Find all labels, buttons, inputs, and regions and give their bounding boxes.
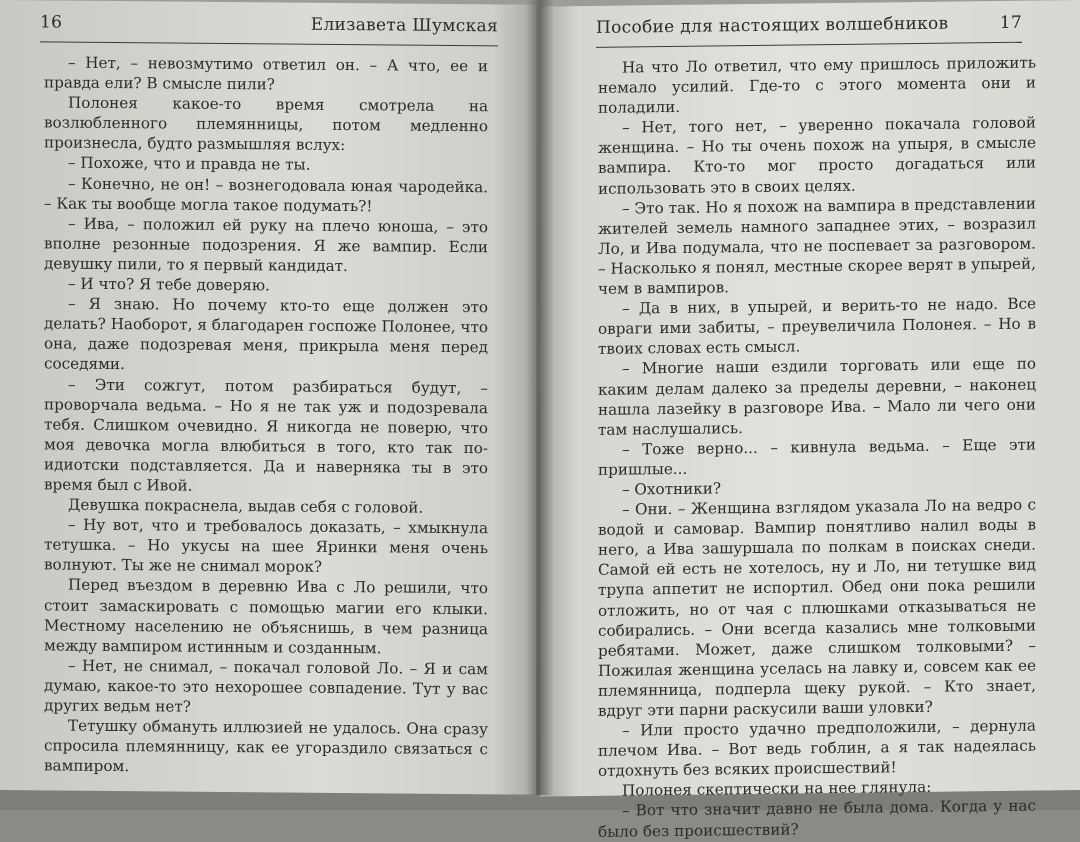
paragraph: – Они. – Женщина взглядом указала Ло на ведро с водой и самовар. Вампир понятливо налил воды в него, а Ива зашуршала по полкам в поисках снеди. Самой ей есть не хотелось, ну и Ло, ни тетушке вид трупа аппетит не испортил. Обед они пока решили отложить, но от чая с плюшками отказываться не собирались. – Они всегда казались мне толковыми ребятами. Может, даже слишком толковыми? – Пожилая женщина уселась на лавку и, совсем как ее племянница, подперла щеку рукой. – Кто знает, вдруг эти парни раскусили ваши уловки? (598, 495, 1036, 720)
right-page-header (596, 13, 1022, 44)
paragraph: – Похоже, что и правда не ты. (68, 154, 311, 175)
paragraph: – Нет, – невозмутимо ответил он. – А что, ее и правда ели? В смысле пили? (44, 53, 488, 94)
paragraph: Полонея какое-то время смотрела на возлюбленного племянницы, потом медленно произнесла, будто размышляя вслух: (44, 93, 488, 155)
left-running-head: Елизавета Шумская (310, 14, 498, 37)
right-page-number: 17 (999, 12, 1022, 33)
paragraph: На что Ло ответил, что ему пришлось приложить немало усилий. Где-то с этого момента они и поладили. (598, 53, 1036, 118)
right-running-head: Пособие для настоящих волшебников (596, 13, 949, 38)
paragraph: – Я знаю. Но почему кто-то еще должен это делать? Наоборот, я благодарен госпоже Полонее, что она, даже подозревая меня, прикрыла меня перед соседями. (44, 294, 488, 374)
left-page-body (44, 52, 488, 779)
paragraph: – Нет, того нет, – уверенно покачала головой женщина. – Но ты очень похож на упыря, в смысле вампира. Кто-то мог просто догадаться или использовать это в своих целях. (598, 113, 1036, 198)
right-page (540, 0, 1080, 841)
left-page (0, 0, 536, 795)
left-page-header (40, 12, 498, 42)
right-header-rule (596, 42, 1022, 48)
paragraph: – Вот что значит давно не была дома. Когда у нас было без происшествий? (598, 797, 1036, 841)
paragraph: – Ива, – положил ей руку на плечо юноша, – это вполне резонные подозрения. Я же вампир. Если девушку пили, то я первый кандидат. (44, 214, 488, 275)
right-page-body (598, 53, 1036, 842)
left-header-rule (40, 41, 498, 46)
paragraph: – Да в них, в упырей, и верить-то не надо. Все овраги ими забиты, – преувеличила Полонея. – Но в твоих словах есть смысл. (598, 294, 1036, 359)
paragraph: – Конечно, не он! – вознегодовала юная чародейка. – Как ты вообще могла такое подумать?! (44, 174, 488, 215)
paragraph: – Или просто удачно предположили, – дернула плечом Ива. – Вот ведь гоблин, а я так надеялась отдохнуть без всяких происшествий! (598, 716, 1036, 781)
paragraph: Полонея скептически на нее глянула: (622, 778, 932, 800)
paragraph: – Тоже верно... – кивнула ведьма. – Еще эти пришлые... (598, 435, 1036, 479)
paragraph: – Многие наши ездили торговать или еще по каким делам далеко за пределы деревни, – наконец нашла лазейку в разговоре Ива. – Мало ли чего они там наслушались. (598, 354, 1036, 439)
left-page-number: 16 (40, 12, 63, 33)
paragraph: – Эти сожгут, потом разбираться будут, – проворчала ведьма. – Но я не так уж и подозревала тебя. Слишком очевидно. Я никогда не поверю, что моя девочка могла влюбиться в того, кто так по-идиотски подставляется. Да и наверняка ты в это время был с Ивой. (44, 375, 488, 495)
paragraph: – Это так. Но я похож на вампира в представлении жителей земель намного западнее этих, – возразил Ло, и Ива подумала, что не поспевает за разговором. – Насколько я понял, местные скорее верят в упырей, чем в вампиров. (598, 194, 1036, 298)
paragraph: – Ну вот, что и требовалось доказать, – хмыкнула тетушка. – Но укусы на шее Яринки меня очень волнуют. Ты же не снимал морок? (44, 515, 488, 577)
paragraph: – Охотники? (622, 479, 721, 499)
paragraph: Перед въездом в деревню Ива с Ло решили, что стоит замаскировать с помощью магии его клыки. Местному населению не объяснишь, в чем разница между вампиром истинным и созданным. (44, 576, 488, 658)
paragraph: – Нет, не снимал, – покачал головой Ло. – Я и сам думаю, какое-то это нехорошее совпадение. Тут у вас других ведьм нет? (44, 656, 488, 716)
paragraph: Девушка покраснела, выдав себя с головой. (68, 495, 424, 517)
paragraph: Тетушку обмануть иллюзией не удалось. Она сразу спросила племянницу, как ее угораздило связаться с вампиром. (44, 716, 488, 776)
paragraph: – И что? Я тебе доверяю. (68, 274, 270, 295)
